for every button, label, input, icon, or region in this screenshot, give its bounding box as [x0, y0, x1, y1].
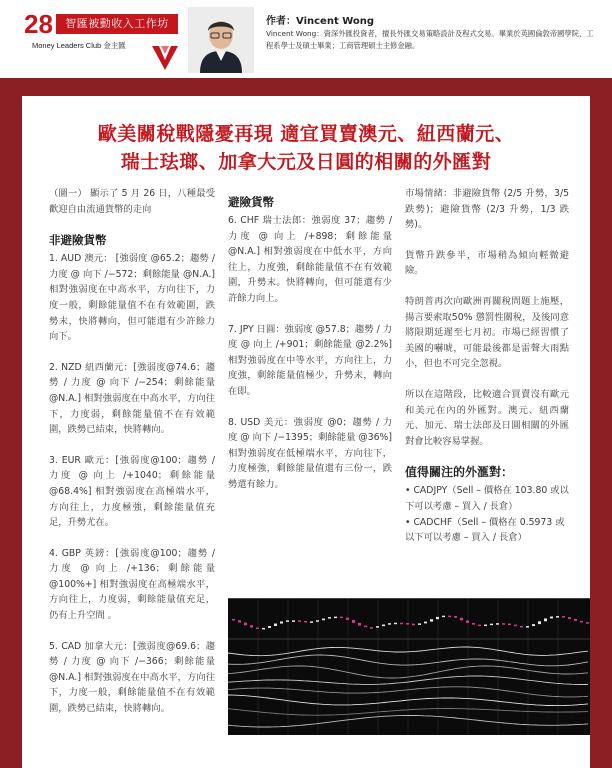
pick-cadjpy: • CADJPY（Sell – 價格在 103.80 或以下可以考慮 – 買入 / 長倉）: [405, 485, 569, 512]
chart-candle: [376, 626, 379, 628]
chart-candle: [364, 626, 367, 628]
chart-candle: [310, 621, 313, 623]
chart-candle: [484, 625, 487, 627]
chart-candle: [262, 628, 265, 630]
title-line-1: 歐美關稅戰隱憂再現 適宜買賣澳元、紐西蘭元、: [97, 123, 515, 145]
risk-note: 貨幣升跌參半，市場稍為傾向輕微避險。: [405, 249, 569, 277]
title-line-2: 瑞士珐瑯、加拿大元及日圓的相關的外匯對: [120, 151, 492, 173]
currency-strength-chart: [228, 598, 590, 735]
currency-item-jpy: 7. JPY 日圓：強弱度 @57.8；趨勢 / 力度 @ 向上 /+901；剩餘能量 @2.2%] 相對強弱度在中等水平，方向往上，力度強，剩餘能量值極少，升勢末，轉向在即。: [228, 323, 392, 397]
pick-cadchf: • CADCHF（Sell – 價格在 0.5973 或以下可以考慮 – 買入 / 長倉）: [405, 516, 565, 544]
chart-candle: [568, 617, 571, 619]
chart-candle: [298, 620, 301, 622]
chart-candle: [286, 620, 289, 622]
chart-candle: [250, 625, 253, 627]
chart-candle: [532, 624, 535, 626]
intro-paragraph: （圖一） 顯示了 5 月 26 日，八種最受歡迎自由流通貨幣的走向: [49, 188, 215, 215]
chart-candle: [442, 616, 445, 618]
chart-candle: [340, 617, 343, 619]
currency-item-usd: 8. USD 美元：強弱度 @0；趨勢 / 力度 @ 向下 /−1395；剩餘能量 @36%] 相對強弱度在低極端水平，方向往下，力度極強，剩餘能量值還有三份一，跌勢還有餘力。: [228, 416, 392, 490]
chart-candle: [514, 625, 517, 627]
chart-candle: [472, 623, 475, 625]
chart-candle: [328, 617, 331, 619]
chart-candle: [496, 623, 499, 625]
chart-candle: [346, 618, 349, 620]
page-number: 28: [24, 9, 53, 39]
chart-candle: [382, 625, 385, 627]
chart-candle: [238, 620, 241, 622]
currency-item-nzd: 2. NZD 紐西蘭元：[強弱度@74.6；趨勢 / 力度 @ 向下 /−254；剩餘能量 @N.A.] 相對強弱度在中高水平，方向往下，力度弱，剩餘能量值不在有效範圍，跌勢已結束，快將轉向。: [49, 361, 215, 436]
chart-candle: [556, 616, 559, 618]
author-portrait-icon: [188, 7, 254, 73]
chart-candle: [334, 617, 337, 619]
watch-heading: 值得關注的外滙對：: [405, 465, 514, 480]
chart-candle: [232, 619, 235, 621]
chart-canvas: [228, 599, 590, 735]
chart-candle: [490, 624, 493, 626]
chart-candle: [550, 617, 553, 619]
author-name: 作者：Vincent Wong: [266, 16, 375, 27]
chart-candle: [388, 623, 391, 625]
currency-item-aud: 1. AUD 澳元： [強弱度 @65.2；趨勢 / 力度 @ 向下 /−572；剩餘能量 @N.A.] 相對強弱度在中高水平，方向往下，力度一般，剩餘能量值不在有效範圍，跌勢末，快將轉向，但可能還有少許餘力向下。: [49, 253, 215, 343]
chart-candle: [418, 623, 421, 625]
chart-candle: [244, 623, 247, 626]
currency-item-chf: 6. CHF 瑞士法郎：強弱度 37；趨勢 / 力度 @ 向上 /+898；剩餘能量 @N.A.] 相對強弱度在中低水平，方向往上，力度強，剩餘能量值不在有效範圍，升勢末。快將轉向，但可能還有少許餘力向上。: [228, 215, 392, 304]
column-1: [49, 186, 215, 732]
chart-candle: [478, 625, 481, 627]
chart-candle: [358, 623, 361, 626]
column-2: [228, 186, 392, 508]
chart-candle: [292, 620, 295, 622]
chart-candle: [466, 620, 469, 623]
column-3: [405, 186, 569, 546]
chart-candle: [322, 619, 325, 621]
section-title: 智匯被動收入工作坊: [56, 14, 178, 34]
article-title: [22, 120, 590, 176]
chart-candle: [520, 626, 523, 628]
chart-candle: [502, 623, 505, 625]
chart-candle: [574, 619, 577, 621]
chart-candle: [280, 621, 283, 623]
chart-candle: [412, 624, 415, 626]
chart-candle: [538, 621, 541, 624]
conclusion-paragraph: 所以在這階段，比較適合買賣沒有歐元和美元在內的外匯對。澳元、紐西蘭元、加元、瑞士法郎及日圓相關的外匯對會比較容易掌握。: [405, 388, 569, 447]
chart-candle: [394, 623, 397, 625]
chart-candle: [580, 621, 583, 623]
chart-candle: [304, 621, 307, 623]
chart-candle: [424, 622, 427, 624]
club-name: Money Leaders Club 金主匯: [32, 41, 126, 50]
non-safe-heading: 非避險貨幣: [49, 233, 107, 248]
chart-candle: [586, 622, 589, 624]
chart-candle: [430, 619, 433, 621]
chart-candle: [370, 627, 373, 629]
chart-candle: [508, 624, 511, 626]
tariff-paragraph: 特朗普再次向歐洲再關稅問題上施壓，揚言要索取50% 懲罰性關稅，及後同意將限期延遲至七月初。市場已經習慣了美國的嚇唬，可能最後都是雷聲大雨點小，但也不可完全忽視。: [405, 295, 569, 370]
currency-item-gbp: 4. GBP 英鎊：[強弱度@100；趨勢 / 力度 @ 向上 /+136；剩餘能量 @100%+] 相對強弱度在高極端水平，方向往上，力度弱，剩餘能量值充足，仍有上升空間 。: [49, 547, 215, 622]
author-photo: [188, 7, 254, 73]
chart-candle: [406, 623, 409, 625]
chart-candle: [460, 618, 463, 621]
chart-candle: [526, 626, 529, 628]
chart-candle: [268, 626, 271, 628]
chart-candle: [562, 616, 565, 618]
currency-item-eur: 3. EUR 歐元：[強弱度@100；趨勢 / 力度 @ 向上 /+1040；剩餘能量 @68.4%] 相對強弱度在高極端水平，方向往上，力度極強，剩餘能量值充足，升勢尤在。: [49, 454, 215, 529]
chart-candle: [448, 616, 451, 618]
chart-candle: [256, 628, 259, 630]
chart-candle: [544, 618, 547, 621]
market-sentiment: 市場情緒：非避險貨幣 (2/5 升勢，3/5 跌勢)；避險貨幣 (2/3 升勢，1/3 跌勢)。: [405, 188, 569, 231]
club-logo-icon: [150, 42, 180, 72]
currency-item-cad: 5. CAD 加拿大元：[強弱度@69.6；趨勢 / 力度 @ 向下 /−366；剩餘能量 @N.A.] 相對強弱度在中高水平，方向往下，力度一般，剩餘能量值不在有效範圍，跌勢已結束，快將轉向。: [49, 640, 215, 715]
chart-candle: [352, 620, 355, 623]
chart-candle: [274, 624, 277, 626]
chart-candle: [436, 617, 439, 619]
chart-candle: [454, 616, 457, 618]
safe-heading: 避險貨幣: [228, 195, 274, 209]
author-bio: Vincent Wong：資深外匯投資者，擅長外匯交易策略設計及程式交易。畢業於英國倫敦帝國學院，工程系學士及碩士畢業；工商管理碩士主修金融。: [266, 29, 594, 50]
chart-candle: [316, 620, 319, 622]
chart-candle: [400, 623, 403, 625]
